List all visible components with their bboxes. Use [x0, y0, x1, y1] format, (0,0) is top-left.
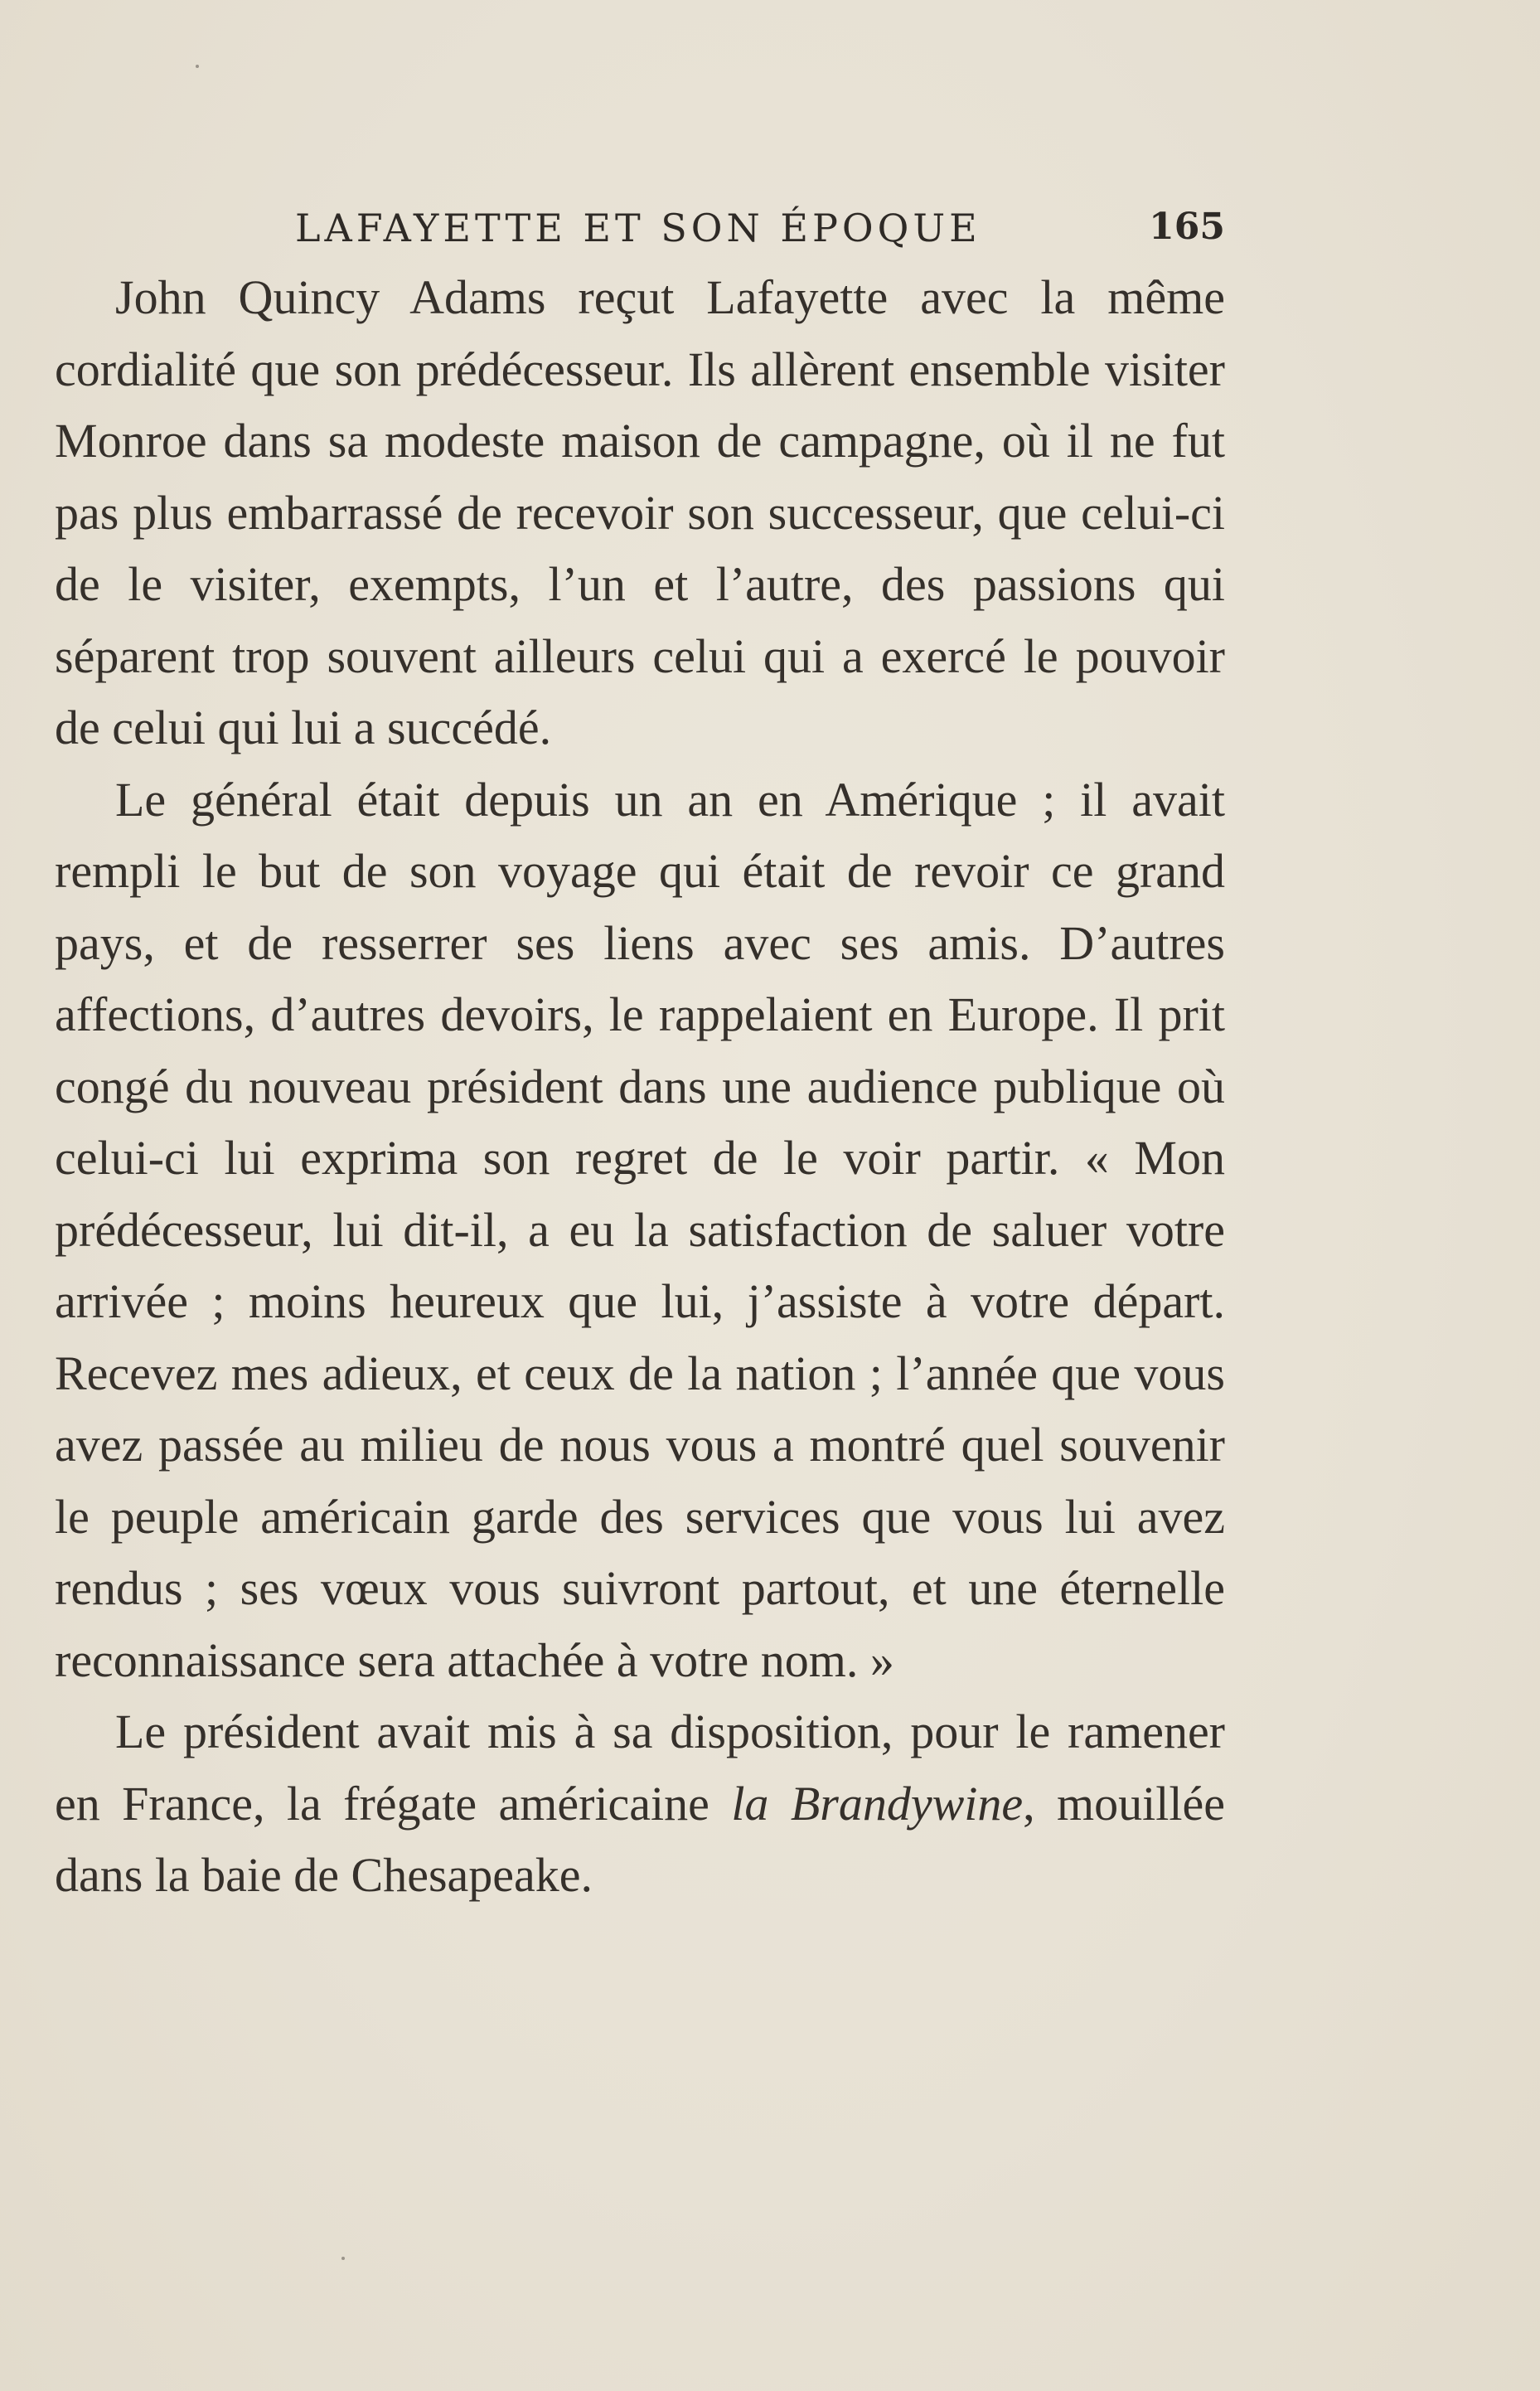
paragraph-3-text-before: Le président avait mis à sa disposition, pour le ramener en France, la frégate américaine — [55, 1705, 1225, 1831]
ship-name-italic: la Brandywine — [731, 1776, 1024, 1831]
paragraph-1: John Quincy Adams reçut Lafayette avec la même cordialité que son prédécesseur. Ils allèrent ensemble visiter Monroe dans sa modeste maison de campagne, où il ne fut pas plus embarrassé de recevoir son successeur, que celui-ci de le visiter, exempts, l’un et l’autre, des passions qui séparent trop souvent ailleurs celui qui a exercé le pouvoir de celui qui lui a succédé. — [55, 270, 1225, 754]
paragraph-2: Le général était depuis un an en Amérique ; il avait rempli le but de son voyage qui était de revoir ce grand pays, et de resserrer ses liens avec ses amis. D’autres affections, d’autres devoirs, le rappelaient en Europe. Il prit congé du nouveau président dans une audience publique où celui-ci lui exprima son regret de le voir partir. « Mon prédécesseur, lui dit-il, a eu la satisfaction de saluer votre arrivée ; moins heureux que lui, j’assiste à votre départ. Recevez mes adieux, et ceux de la nation ; l’année que vous avez passée au milieu de nous vous a montré quel souvenir le peuple américain garde des services que vous lui avez rendus ; ses vœux vous suivront partout, et une éternelle reconnaissance sera attachée à votre nom. » — [55, 772, 1225, 1687]
running-title: LAFAYETTE ET SON ÉPOQUE — [295, 206, 981, 250]
page-header — [55, 206, 1225, 255]
paper-speck — [341, 2257, 345, 2260]
paper-speck — [196, 65, 199, 68]
page-number: 165 — [1149, 206, 1225, 248]
body-text — [55, 262, 1225, 1912]
paragraph-3 — [55, 1696, 1225, 1912]
paragraph-3-text-after: , mouillée dans la baie de Chesapeake. — [55, 1776, 1225, 1902]
